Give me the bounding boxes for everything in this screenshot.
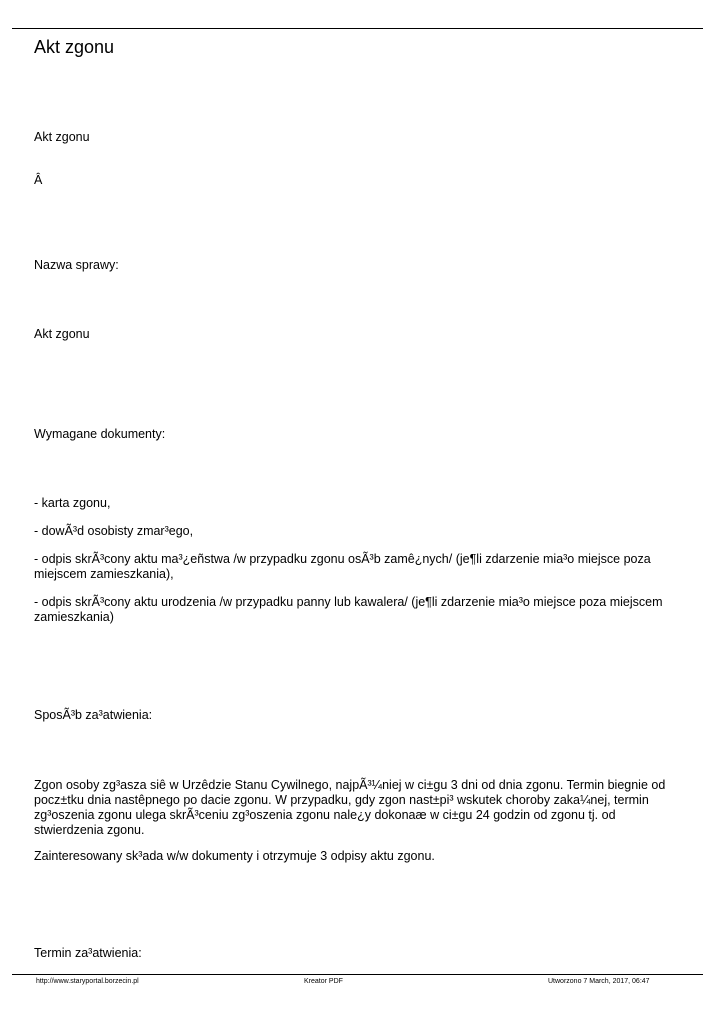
document-heading: Akt zgonu — [34, 130, 90, 144]
required-doc-item: - odpis skrÃ³cony aktu urodzenia /w przypadku panny lub kawalera/ (je¶li zdarzenie mia³o miejsce poza miejscem zamieszkania) — [34, 595, 663, 624]
required-docs-label: Wymagane dokumenty: — [34, 427, 166, 441]
stray-character: Â — [34, 173, 43, 187]
method-paragraph: Zainteresowany sk³ada w/w dokumenty i otrzymuje 3 odpisy aktu zgonu. — [34, 849, 435, 863]
required-doc-item: - dowÃ³d osobisty zmar³ego, — [34, 524, 194, 538]
footer-created-date: Utworzono 7 March, 2017, 06:47 — [548, 978, 650, 985]
required-doc-item: - karta zgonu, — [34, 496, 111, 510]
footer-rule — [12, 974, 703, 975]
footer-url: http://www.staryportal.borzecin.pl — [36, 978, 139, 985]
footer-generator: Kreator PDF — [304, 978, 343, 985]
method-paragraph: Zgon osoby zg³asza siê w Urzêdzie Stanu Cywilnego, najpÃ³¼niej w ci±gu 3 dni od dnia zgonu. Termin biegnie od pocz±tku dnia nastêpnego po dacie zgonu. W przypadku, gdy zgon nast±pi³ wskutek choroby zaka¼nej, termin zg³oszenia zgonu ulega skrÃ³ceniu zg³oszenia zgonu nale¿y dokonaæ w ci±gu 24 godzin od zgonu tj. od stwierdzenia zgonu. — [34, 778, 666, 837]
header-rule — [12, 28, 703, 29]
case-name-value: Akt zgonu — [34, 327, 90, 341]
deadline-label: Termin za³atwienia: — [34, 946, 142, 960]
page-title: Akt zgonu — [34, 37, 115, 57]
case-name-label: Nazwa sprawy: — [34, 258, 119, 272]
method-label: SposÃ³b za³atwienia: — [34, 708, 153, 722]
required-doc-item: - odpis skrÃ³cony aktu ma³¿eñstwa /w przypadku zgonu osÃ³b zamê¿nych/ (je¶li zdarzenie mia³o miejsce poza miejscem zamieszkania), — [34, 552, 651, 581]
